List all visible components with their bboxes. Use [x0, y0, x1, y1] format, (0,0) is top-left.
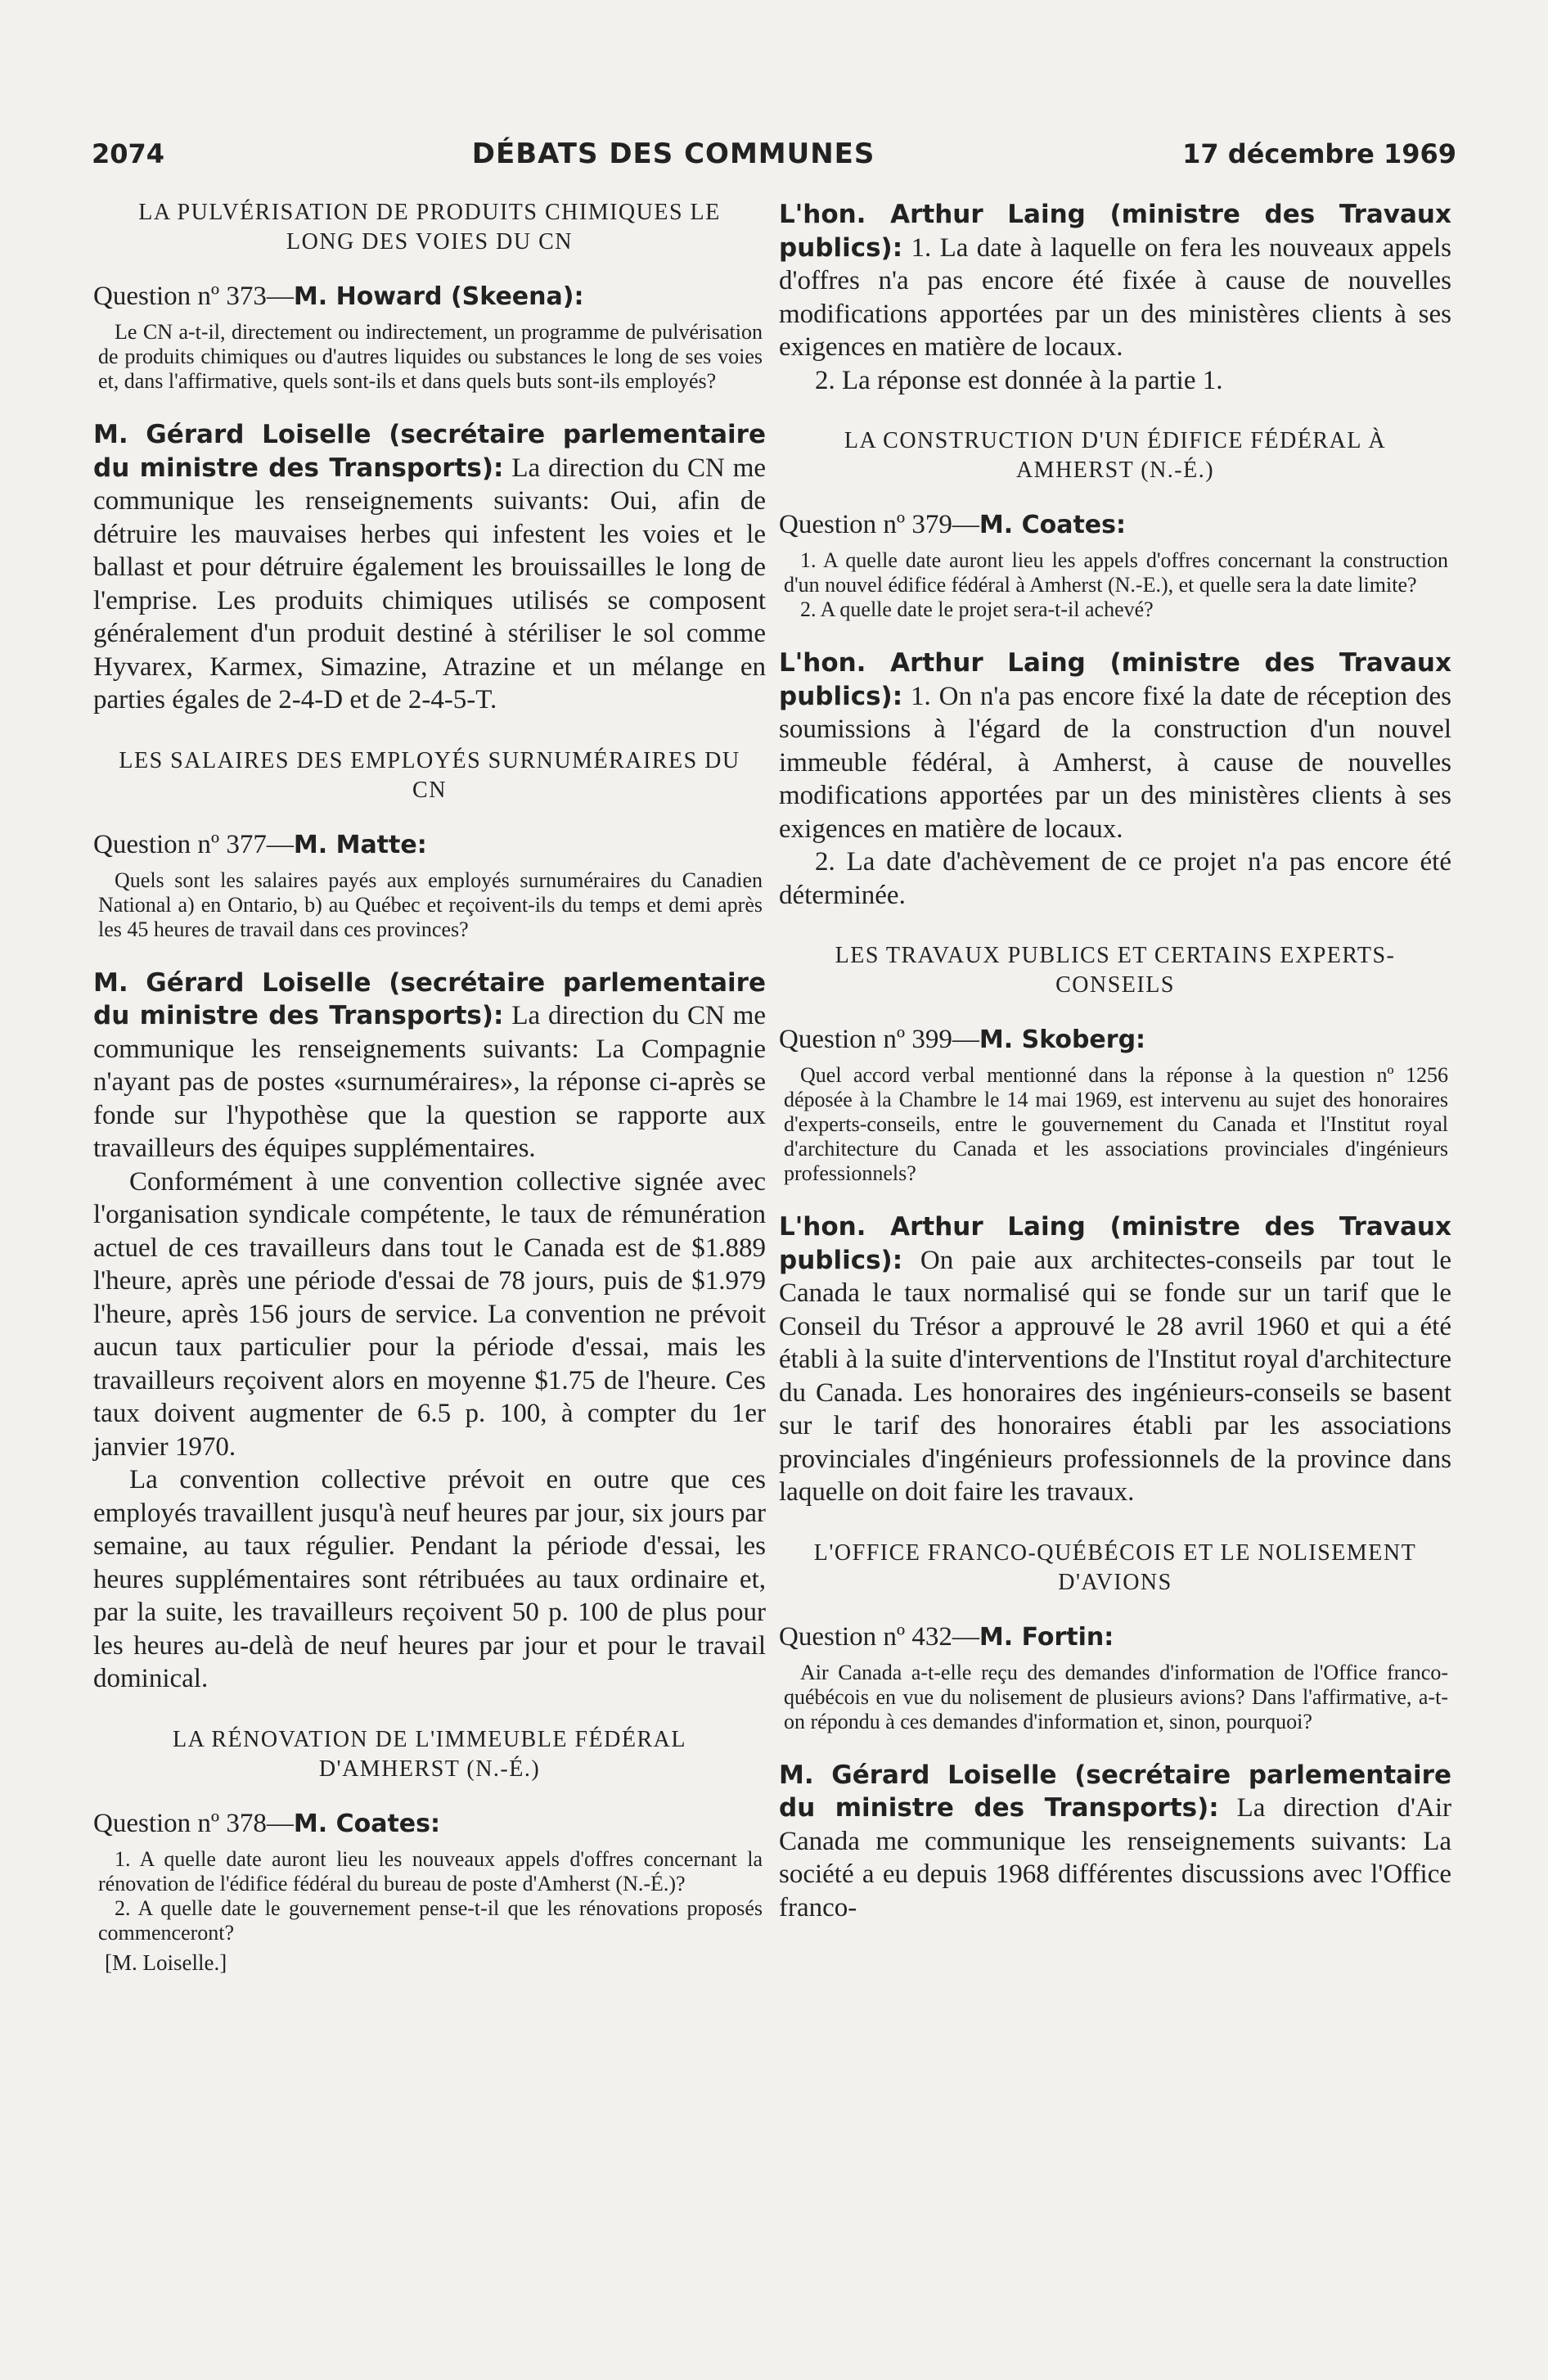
answer-speaker: L'hon. Arthur Laing (ministre des Travaux publics):: [779, 200, 1451, 263]
answer-paragraph: La direction du CN me communique les renseignements suivants: La Compagnie n'ayant pas de postes «surnuméraires», la réponse ci-après se fonde sur l'hypothèse que la question se rapporte aux travailleurs des équipes supplémentaires.: [93, 1001, 767, 1163]
answer-paragraph: 1. On n'a pas encore fixé la date de réception des soumissions à l'égard de la construction d'un nouvel immeuble fédéral, à Amherst, à cause de nouvelles modifications apportées par un des ministères clients à ses exigences en matière de locaux.: [779, 681, 1451, 844]
section-heading: LES TRAVAUX PUBLICS ET CERTAINS EXPERTS-CONSEILS: [835, 943, 1396, 998]
section-renovation: [93, 1725, 766, 1976]
answer-text: La direction du CN me communique les renseignements suivants: Oui, afin de détruire les mauvaises herbes qui infestent les voies et le ballast et pour détruire également les brouissailles le long de l'emprise. Les produits chimiques utilisés se composent généralement d'un produit destiné à stériliser le sol comme Hyvarex, Karmex, Simazine, Atrazine et un mélange en parties égales de 2-4-D et de 2-4-5-T.: [93, 453, 767, 714]
question-item: 2. A quelle date le projet sera-t-il achevé?: [800, 597, 1154, 621]
question-member: M. Fortin:: [979, 1622, 1114, 1652]
right-column: [779, 198, 1451, 1924]
page-number: 2074: [92, 138, 165, 169]
question-line: [93, 280, 766, 313]
section-salaires: [93, 746, 766, 1696]
answer-paragraph: 2. La réponse est donnée à la partie 1.: [815, 365, 1223, 395]
section-heading: LA PULVÉRISATION DE PRODUITS CHIMIQUES LE LONG DES VOIES DU CN: [138, 200, 721, 255]
question-line: [779, 1620, 1451, 1654]
answer: [93, 418, 766, 717]
section-pulverisation: [93, 198, 766, 717]
question-text: Air Canada a-t-elle reçu des demandes d'information de l'Office franco-québécois en vue du nolisement de plusieurs avions? Dans l'affirmative, a-t-on répondu à ces demandes d'information et, sinon, pourquoi?: [784, 1660, 1448, 1733]
answer-paragraph: Conformément à une convention collective signée avec l'organisation syndicale compétente, le taux de rémunération actuel de ces travailleurs dans tout le Canada est de $1.889 l'heure, après une période d'essai de 78 jours, puis de $1.979 l'heure, après 156 jours de service. La convention ne prévoit aucun taux particulier pour la période d'essai, mais les travailleurs reçoivent alors en moyenne $1.75 de l'heure. Ces taux doivent augmenter de 6.5 p. 100, à compter du 1er janvier 1970.: [93, 1166, 766, 1462]
question-item: 2. A quelle date le gouvernement pense-t-il que les rénovations proposés commenceront?: [98, 1895, 763, 1945]
section-heading: LA RÉNOVATION DE L'IMMEUBLE FÉDÉRAL D'AMHERST (N.-É.): [173, 1726, 686, 1782]
answer-text: La direction d'Air Canada me communique les renseignements suivants: La société a eu depuis 1968 différentes discussions avec l'Office franco-: [779, 1793, 1451, 1922]
section-renovation-answer: [779, 198, 1451, 397]
question-line: [779, 1023, 1451, 1057]
question-number: Question nº 379—: [779, 510, 979, 539]
page-header: [92, 137, 1456, 170]
answer: [779, 198, 1451, 397]
answer: [93, 967, 766, 1696]
question-item: 1. A quelle date auront lieu les nouveaux appels d'offres concernant la rénovation de l'édifice fédéral du bureau de poste d'Amherst (N.-É.)?: [98, 1846, 763, 1895]
question-number: Question nº 377—: [93, 829, 294, 859]
question-number: Question nº 378—: [93, 1808, 294, 1838]
section-office-franco-quebecois: [779, 1539, 1451, 1925]
question-member: M. Matte:: [293, 830, 427, 859]
section-heading: LA CONSTRUCTION D'UN ÉDIFICE FÉDÉRAL À AMHERST (N.-É.): [844, 428, 1387, 483]
answer-speaker: M. Gérard Loiselle (secrétaire parlementaire du ministre des Transports):: [779, 1760, 1451, 1823]
question-number: Question nº 373—: [93, 282, 294, 311]
question-text: Quels sont les salaires payés aux employés surnuméraires du Canadien National a) en Ontario, b) au Québec et reçoivent-ils du temps et demi après les 45 heures de travail dans ces provinces?: [98, 868, 763, 941]
answer-speaker: L'hon. Arthur Laing (ministre des Travaux publics):: [779, 648, 1451, 711]
question-line: [93, 1807, 766, 1841]
answer-text: On paie aux architectes-conseils par tout le Canada le taux normalisé qui se fonde sur un tarif que le Conseil du Trésor a approuvé le 28 avril 1960 et qui a été établi à la suite d'interventions de l'Institut royal d'architecture du Canada. Les honoraires des ingénieurs-conseils se basent sur le tarif des honoraires établi par les associations provinciales d'ingénieurs professionnels de la province dans laquelle on doit faire les travaux.: [779, 1245, 1452, 1507]
question-text: [93, 1847, 766, 1945]
answer: [779, 647, 1451, 912]
section-construction: [779, 426, 1451, 912]
answer-speaker: L'hon. Arthur Laing (ministre des Travaux publics):: [779, 1212, 1451, 1275]
question-text: [779, 548, 1451, 622]
answer-speaker: M. Gérard Loiselle (secrétaire parlementaire du ministre des Transports):: [93, 967, 766, 1030]
question-member: M. Coates:: [979, 511, 1126, 539]
question-number: Question nº 432—: [779, 1621, 979, 1652]
section-heading: L'OFFICE FRANCO-QUÉBÉCOIS ET LE NOLISEMENT D'AVIONS: [813, 1539, 1417, 1595]
answer: [779, 1210, 1451, 1509]
answer-reference: [M. Loiselle.]: [105, 1950, 227, 1975]
section-experts-conseils: [779, 941, 1451, 1509]
answer-speaker: M. Gérard Loiselle (secrétaire parlementaire du ministre des Transports):: [93, 420, 766, 483]
left-column: [93, 198, 766, 1976]
answer: [779, 1759, 1451, 1925]
question-line: [93, 828, 766, 862]
answer-paragraph: 1. La date à laquelle on fera les nouveaux appels d'offres n'a pas encore été fixée à cause de nouvelles modifications apportées par un des ministères clients à ses exigences en matière de locaux.: [779, 232, 1451, 362]
question-line: [779, 508, 1451, 542]
question-item: 1. A quelle date auront lieu les appels d'offres concernant la construction d'un nouvel édifice fédéral à Amherst (N.-E.), et quelle sera la date limite?: [784, 548, 1448, 597]
question-text: Quel accord verbal mentionné dans la réponse à la question nº 1256 déposée à la Chambre le 14 mai 1969, est intervenu au sujet des honoraires d'experts-conseils, entre le gouvernement du Canada et l'Institut royal d'architecture du Canada et les associations provinciales d'ingénieurs professionnels?: [784, 1063, 1448, 1185]
answer-paragraph: La convention collective prévoit en outre que ces employés travaillent jusqu'à neuf heures par jour, six jours par semaine, au taux régulier. Pendant la période d'essai, les heures supplémentaires sont rétribuées au taux ordinaire et, par la suite, les travailleurs reçoivent 50 p. 100 de plus pour les heures au-delà de neuf heures par jour et pour le travail dominical.: [93, 1465, 766, 1693]
question-member: M. Skoberg:: [979, 1025, 1146, 1054]
answer-paragraph: 2. La date d'achèvement de ce projet n'a pas encore été déterminée.: [779, 847, 1451, 910]
section-heading: LES SALAIRES DES EMPLOYÉS SURNUMÉRAIRES DU CN: [119, 747, 740, 803]
question-number: Question nº 399—: [779, 1025, 979, 1054]
question-member: M. Coates:: [293, 1809, 440, 1838]
publication-title: DÉBATS DES COMMUNES: [471, 137, 875, 170]
sitting-date: 17 décembre 1969: [1182, 138, 1456, 169]
question-member: M. Howard (Skeena):: [293, 282, 584, 311]
question-text: Le CN a-t-il, directement ou indirectement, un programme de pulvérisation de produits chimiques ou d'autres liquides ou substances le long de ses voies et, dans l'affirmative, quels sont-ils et dans quels buts sont-ils employés?: [98, 320, 763, 393]
